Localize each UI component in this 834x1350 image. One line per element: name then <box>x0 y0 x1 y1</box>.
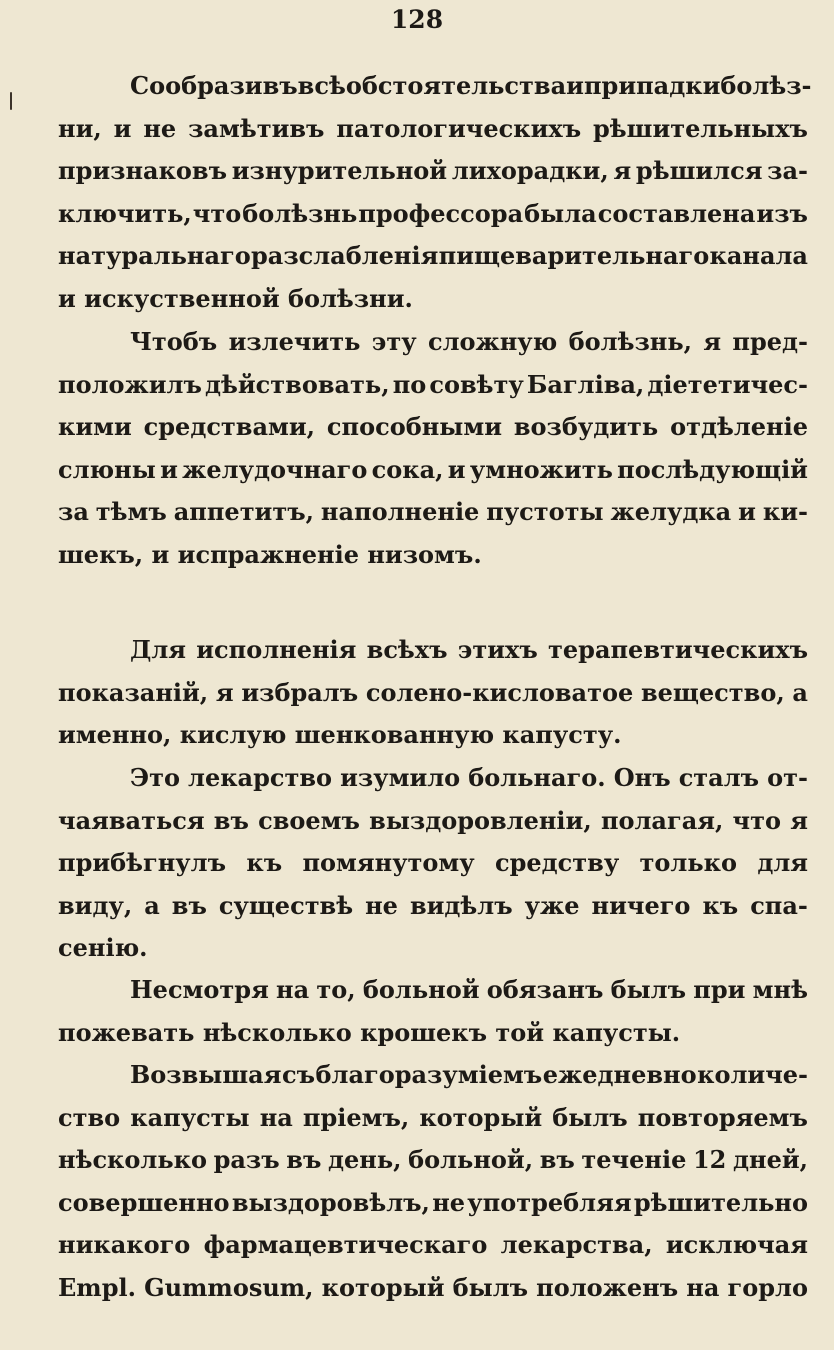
text-line: Для исполненія всѣхъ этихъ терапевтическихъ <box>130 635 808 664</box>
paragraph-1 <box>58 65 812 321</box>
paragraph-4 <box>58 757 808 970</box>
text-line: чаяваться въ своемъ выздоровленіи, полагая, что я <box>58 805 808 835</box>
text-line: совершенно выздоровѣлъ, не употребляя рѣшительно <box>58 1187 808 1217</box>
text-line: шекъ, и испражненіе низомъ. <box>58 539 482 569</box>
text-line: именно, кислую шенкованную капусту. <box>58 720 622 750</box>
paragraph-6 <box>58 1054 808 1310</box>
text-line: Это лекарство изумило больнаго. Онъ сталъ от- <box>130 763 808 792</box>
paragraph-2 <box>58 321 808 577</box>
text-line: Empl. Gummosum, который былъ положенъ на горло <box>58 1272 808 1302</box>
page-number: 128 <box>390 5 444 34</box>
text-line: положилъ дѣйствовать, по совѣту Багліва, діететичес- <box>58 369 808 399</box>
text-line: Возвышая съ благоразуміемъ ежедневно количе- <box>130 1060 808 1089</box>
paragraph-5 <box>58 969 808 1054</box>
text-line: кими средствами, способными возбудить отдѣленіе <box>58 412 808 442</box>
text-line: нѣсколько разъ въ день, больной, въ теченіе 12 дней, <box>58 1145 808 1175</box>
text-line: прибѣгнулъ къ помянутому средству только для <box>58 848 808 878</box>
text-line: сенію. <box>58 933 148 963</box>
text-line: слюны и желудочнаго сока, и умножить послѣдующій <box>58 454 808 484</box>
text-line: никакого фармацевтическаго лекарства, исключая <box>58 1230 808 1260</box>
text-line: ключить, что болѣзнь профессора была составлена изъ <box>58 198 808 228</box>
text-line: ство капусты на пріемъ, который былъ повторяемъ <box>58 1102 808 1132</box>
text-line: пожевать нѣсколько крошекъ той капусты. <box>58 1017 681 1047</box>
text-line: признаковъ изнурительной лихорадки, я рѣшился за- <box>58 156 808 186</box>
text-line: натуральнаго разслабленія пищеварительнаго канала <box>58 241 808 271</box>
text-line: ни, и не замѣтивъ патологическихъ рѣшительныхъ <box>58 113 808 143</box>
text-line: Сообразивъ всѣ обстоятельства и припадки болѣз- <box>130 71 812 100</box>
text-line: виду, а въ существѣ не видѣлъ уже ничего къ спа- <box>58 890 808 920</box>
text-line: показаній, я избралъ солено-кисловатое вещество, а <box>58 677 808 707</box>
text-line: за тѣмъ аппетитъ, наполненіе пустоты желудка и ки- <box>58 497 808 527</box>
margin-mark <box>10 92 12 110</box>
text-line: Несмотря на то, больной обязанъ былъ при мнѣ <box>130 975 808 1004</box>
paragraph-3 <box>58 629 808 757</box>
text-line: и искуственной болѣзни. <box>58 283 413 313</box>
text-line: Чтобъ излечить эту сложную болѣзнь, я пред- <box>130 327 808 356</box>
